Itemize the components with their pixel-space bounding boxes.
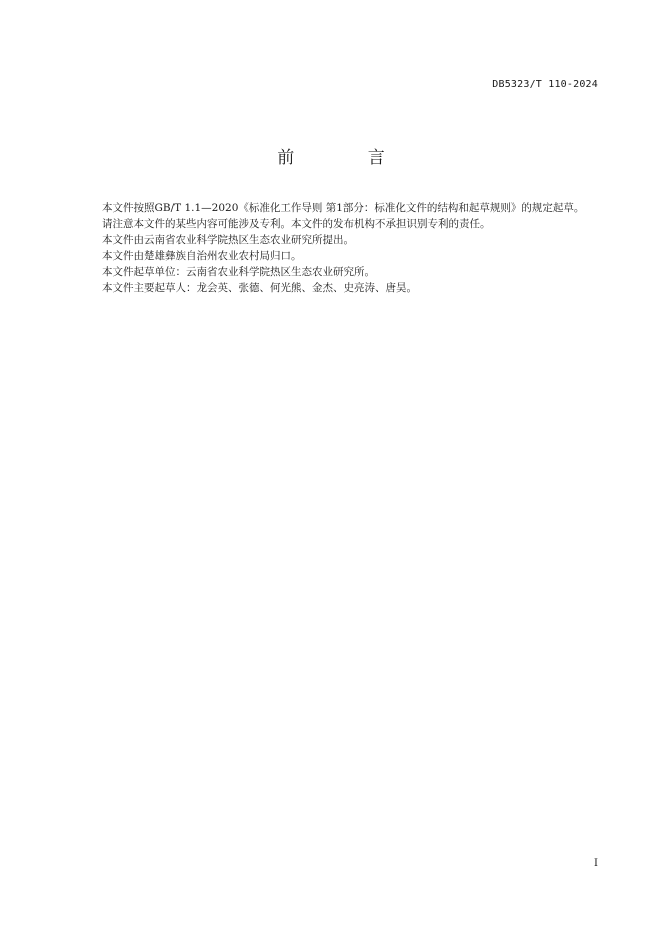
section-title: 前 言 (277, 148, 419, 168)
paragraph-proposer: 本文件由云南省农业科学院热区生态农业研究所提出。 (102, 234, 354, 246)
page-number: I (594, 858, 598, 869)
paragraph-administrator: 本文件由楚雄彝族自治州农业农村局归口。 (102, 250, 302, 262)
foreword-body (81, 200, 601, 296)
paragraph-drafting-unit: 本文件起草单位：云南省农业科学院热区生态农业研究所。 (102, 266, 375, 278)
paragraph-drafting-rules: 本文件按照GB/T 1.1—2020《标准化工作导则 第1部分：标准化文件的结构和起草规则》的规定起草。 (102, 202, 585, 214)
document-code: DB5323/T 110-2024 (492, 79, 598, 90)
paragraph-patent-notice: 请注意本文件的某些内容可能涉及专利。本文件的发布机构不承担识别专利的责任。 (102, 218, 491, 230)
paragraph-drafters: 本文件主要起草人：龙会英、张德、何光熊、金杰、史亮涛、唐昊。 (102, 282, 417, 294)
